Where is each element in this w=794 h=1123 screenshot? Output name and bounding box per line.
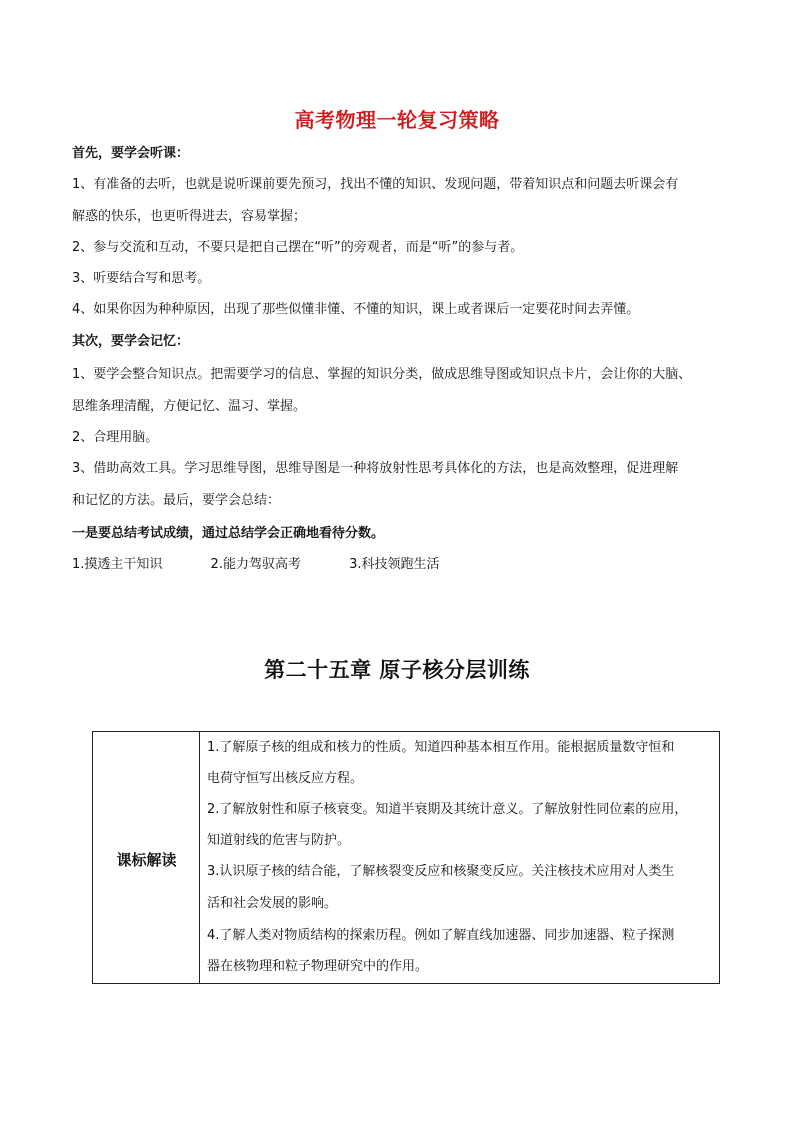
doc-title: 高考物理一轮复习策略: [294, 108, 500, 132]
summary-bold: 一是要总结考试成绩，通过总结学会正确地看待分数。: [72, 526, 385, 541]
options-row: [72, 557, 732, 573]
option-1: 1.摸透主干知识: [72, 557, 163, 572]
table-line-6: 活和社会发展的影响。: [207, 896, 338, 911]
section2-line-2: 思维条理清醒，方便记忆、温习、掌握。: [72, 399, 307, 414]
table-line-8: 器在核物理和粒子物理研究中的作用。: [207, 959, 429, 974]
chapter-title: 第二十五章 原子核分层训练: [264, 657, 530, 682]
table-line-3: 2.了解放射性和原子核衰变。知道半衰期及其统计意义。了解放射性同位素的应用，: [207, 802, 688, 817]
table-line-7: 4.了解人类对物质结构的探索历程。例如了解直线加速器、同步加速器、粒子探测: [207, 928, 675, 943]
section2-line-4: 3、借助高效工具。学习思维导图，思维导图是一种将放射性思考具体化的方法，也是高效整理，促进理解: [72, 461, 679, 476]
section2-heading: 其次，要学会记忆：: [72, 334, 190, 349]
section1-line-4: 3、听要结合写和思考。: [72, 271, 211, 286]
section2-line-3: 2、合理用脑。: [72, 430, 159, 445]
curriculum-table: [92, 731, 720, 984]
section2-line-1: 1、要学会整合知识点。把需要学习的信息、掌握的知识分类，做成思维导图或知识点卡片，会让你的大脑、: [72, 367, 692, 382]
section1-line-1: 1、有准备的去听，也就是说听课前要先预习，找出不懂的知识、发现问题，带着知识点和问题去听课会有: [72, 177, 679, 192]
section2-line-5: 和记忆的方法。最后，要学会总结：: [72, 493, 281, 508]
table-line-5: 3.认识原子核的结合能，了解核裂变反应和核聚变反应。关注核技术应用对人类生: [207, 864, 675, 879]
option-2: 2.能力驾驭高考: [210, 557, 301, 572]
table-label-cell: [93, 732, 200, 983]
table-line-1: 1.了解原子核的组成和核力的性质。知道四种基本相互作用。能根据质量数守恒和: [207, 740, 675, 755]
section1-line-2: 解惑的快乐，也更听得进去，容易掌握；: [72, 209, 307, 224]
section1-line-3: 2、参与交流和互动，不要只是把自己摆在“听”的旁观者，而是“听”的参与者。: [72, 240, 524, 255]
table-label: 课标解读: [116, 851, 177, 869]
table-line-2: 电荷守恒写出核反应方程。: [207, 771, 364, 786]
option-3: 3.科技领跑生活: [349, 557, 440, 572]
section1-heading: 首先，要学会听课：: [72, 146, 190, 161]
table-line-4: 知道射线的危害与防护。: [207, 833, 351, 848]
section1-line-5: 4、如果你因为种种原因，出现了那些似懂非懂、不懂的知识，课上或者课后一定要花时间去弄懂。: [72, 302, 640, 317]
